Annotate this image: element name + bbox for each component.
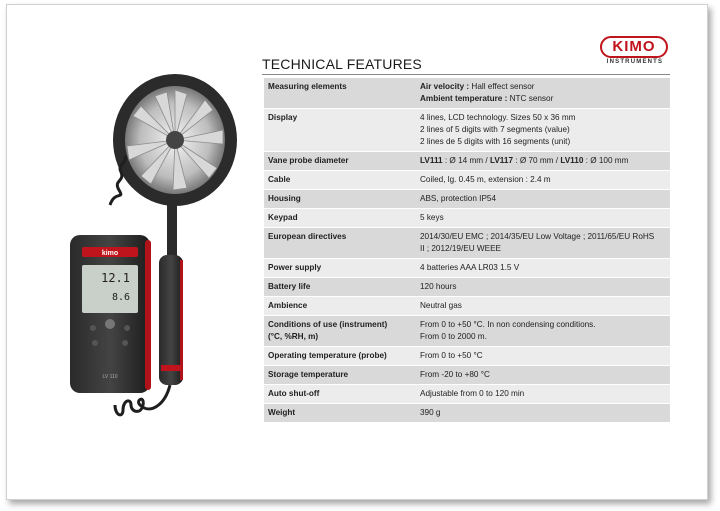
spec-label-line: Auto shut-off [268, 389, 320, 398]
spec-label [264, 385, 414, 404]
spec-label [264, 316, 414, 347]
spec-value [414, 78, 670, 109]
spec-row [264, 316, 670, 347]
spec-label [264, 152, 414, 171]
technical-features-table [264, 78, 670, 423]
spec-label-line: Ambience [268, 301, 308, 310]
spec-value-segment: : Ø 100 mm [583, 156, 629, 165]
spec-label-line: Display [268, 113, 298, 122]
spec-value-line [420, 407, 666, 419]
spec-value-line [420, 369, 666, 381]
spec-label-line: Housing [268, 194, 301, 203]
spec-value-segment: From 0 to +50 °C [420, 351, 483, 360]
spec-label-line: Vane probe diameter [268, 156, 349, 165]
spec-label [264, 278, 414, 297]
spec-label [264, 297, 414, 316]
spec-value-line [420, 388, 666, 400]
spec-value [414, 209, 670, 228]
spec-label-line: Conditions of use (instrument) [268, 320, 388, 329]
spec-value [414, 109, 670, 152]
logo-subtitle: INSTRUMENTS [606, 59, 664, 65]
spec-value-segment: LV117 [489, 156, 513, 165]
spec-value-segment: LV111 [420, 156, 443, 165]
spec-row [264, 259, 670, 278]
spec-value-line [420, 243, 666, 255]
spec-value [414, 259, 670, 278]
spec-row [264, 171, 670, 190]
spec-row [264, 78, 670, 109]
spec-value-segment: 5 keys [420, 213, 444, 222]
spec-value-line [420, 136, 666, 148]
kimo-logo [600, 36, 670, 76]
spec-value-segment: 4 batteries AAA LR03 1.5 V [420, 263, 520, 272]
lcd-reading-mid: 8.6 [111, 292, 130, 303]
spec-value-segment: 2 lines de 5 digits with 16 segments (unit) [420, 137, 571, 146]
spec-value-segment: LV110 [560, 156, 584, 165]
spec-value-line [420, 350, 666, 362]
spec-value-segment: 2014/30/EU EMC ; 2014/35/EU Low Voltage ; 2011/65/EU RoHS [420, 232, 655, 241]
spec-value-segment: From -20 to +80 °C [420, 370, 490, 379]
spec-label-line: Keypad [268, 213, 298, 222]
spec-value-line [420, 331, 666, 343]
spec-value-line [420, 81, 666, 93]
spec-value-segment: Adjustable from 0 to 120 min [420, 389, 525, 398]
probe-stem [167, 200, 177, 260]
spec-value-line [420, 155, 666, 167]
spec-value-line [420, 174, 666, 186]
spec-label-line: Cable [268, 175, 291, 184]
spec-row [264, 347, 670, 366]
spec-value [414, 190, 670, 209]
spec-row [264, 228, 670, 259]
spec-row [264, 190, 670, 209]
spec-value-line [420, 319, 666, 331]
spec-label [264, 190, 414, 209]
spec-label [264, 109, 414, 152]
spec-row [264, 297, 670, 316]
spec-row [264, 109, 670, 152]
spec-value-segment: From 0 to 2000 m. [420, 332, 487, 341]
spec-row [264, 278, 670, 297]
spec-value-line [420, 93, 666, 105]
spec-label [264, 228, 414, 259]
instrument-body [70, 235, 150, 393]
spec-value-segment: Ambient temperature : [420, 94, 508, 103]
spec-value-segment: 390 g [420, 408, 441, 417]
spec-label-line: Weight [268, 408, 296, 417]
device-model-label: LV 110 [102, 374, 118, 380]
spec-value [414, 297, 670, 316]
spec-value-line [420, 212, 666, 224]
spec-label [264, 78, 414, 109]
spec-row [264, 366, 670, 385]
spec-label-line: Storage temperature [268, 370, 349, 379]
spec-value-segment: : Ø 70 mm / [513, 156, 561, 165]
spec-value-line [420, 231, 666, 243]
spec-row [264, 404, 670, 423]
spec-label-line: Battery life [268, 282, 311, 291]
spec-row [264, 152, 670, 171]
spec-label-line: Measuring elements [268, 82, 347, 91]
spec-label [264, 366, 414, 385]
spec-value-line [420, 262, 666, 274]
spec-value-segment: Neutral gas [420, 301, 462, 310]
spec-value [414, 385, 670, 404]
spec-label-line: Operating temperature (probe) [268, 351, 387, 360]
spec-value-segment: : Ø 14 mm / [442, 156, 490, 165]
spec-value-line [420, 112, 666, 124]
section-title: TECHNICAL FEATURES [262, 56, 422, 72]
spec-value-segment: 120 hours [420, 282, 457, 291]
spec-value [414, 278, 670, 297]
spec-value [414, 152, 670, 171]
spec-value-segment: 4 lines, LCD technology. Sizes 50 x 36 mm [420, 113, 576, 122]
logo-wordmark: KIMO [600, 36, 668, 58]
spec-label-line: European directives [268, 232, 347, 241]
spec-value [414, 366, 670, 385]
spec-value [414, 316, 670, 347]
spec-value-segment: ABS, protection IP54 [420, 194, 497, 203]
spec-value [414, 228, 670, 259]
vane-anemometer-image [55, 60, 255, 460]
lcd-reading-top: 12.1 [101, 271, 130, 285]
spec-value [414, 404, 670, 423]
spec-label [264, 209, 414, 228]
spec-label [264, 259, 414, 278]
spec-label-line: Power supply [268, 263, 322, 272]
spec-value-segment: Coiled, lg. 0.45 m, extension : 2.4 m [420, 175, 551, 184]
spec-value-segment: 2 lines of 5 digits with 7 segments (value) [420, 125, 570, 134]
spec-value-segment: From 0 to +50 °C. In non condensing conditions. [420, 320, 596, 329]
spec-label [264, 347, 414, 366]
spec-value [414, 171, 670, 190]
spec-value-segment: Air velocity : [420, 82, 470, 91]
spec-value-segment: II ; 2012/19/EU WEEE [420, 244, 502, 253]
spec-value-line [420, 281, 666, 293]
spec-value-segment: NTC sensor [507, 94, 554, 103]
title-divider [262, 74, 670, 75]
spec-label [264, 171, 414, 190]
spec-label-line: (°C, %RH, m) [268, 332, 319, 341]
spec-value-segment: Hall effect sensor [469, 82, 535, 91]
device-brand-label: kimo [101, 250, 119, 257]
spec-row [264, 385, 670, 404]
spec-value-line [420, 124, 666, 136]
spec-value [414, 347, 670, 366]
spec-row [264, 209, 670, 228]
spec-value-line [420, 300, 666, 312]
spec-value-line [420, 193, 666, 205]
spec-label [264, 404, 414, 423]
